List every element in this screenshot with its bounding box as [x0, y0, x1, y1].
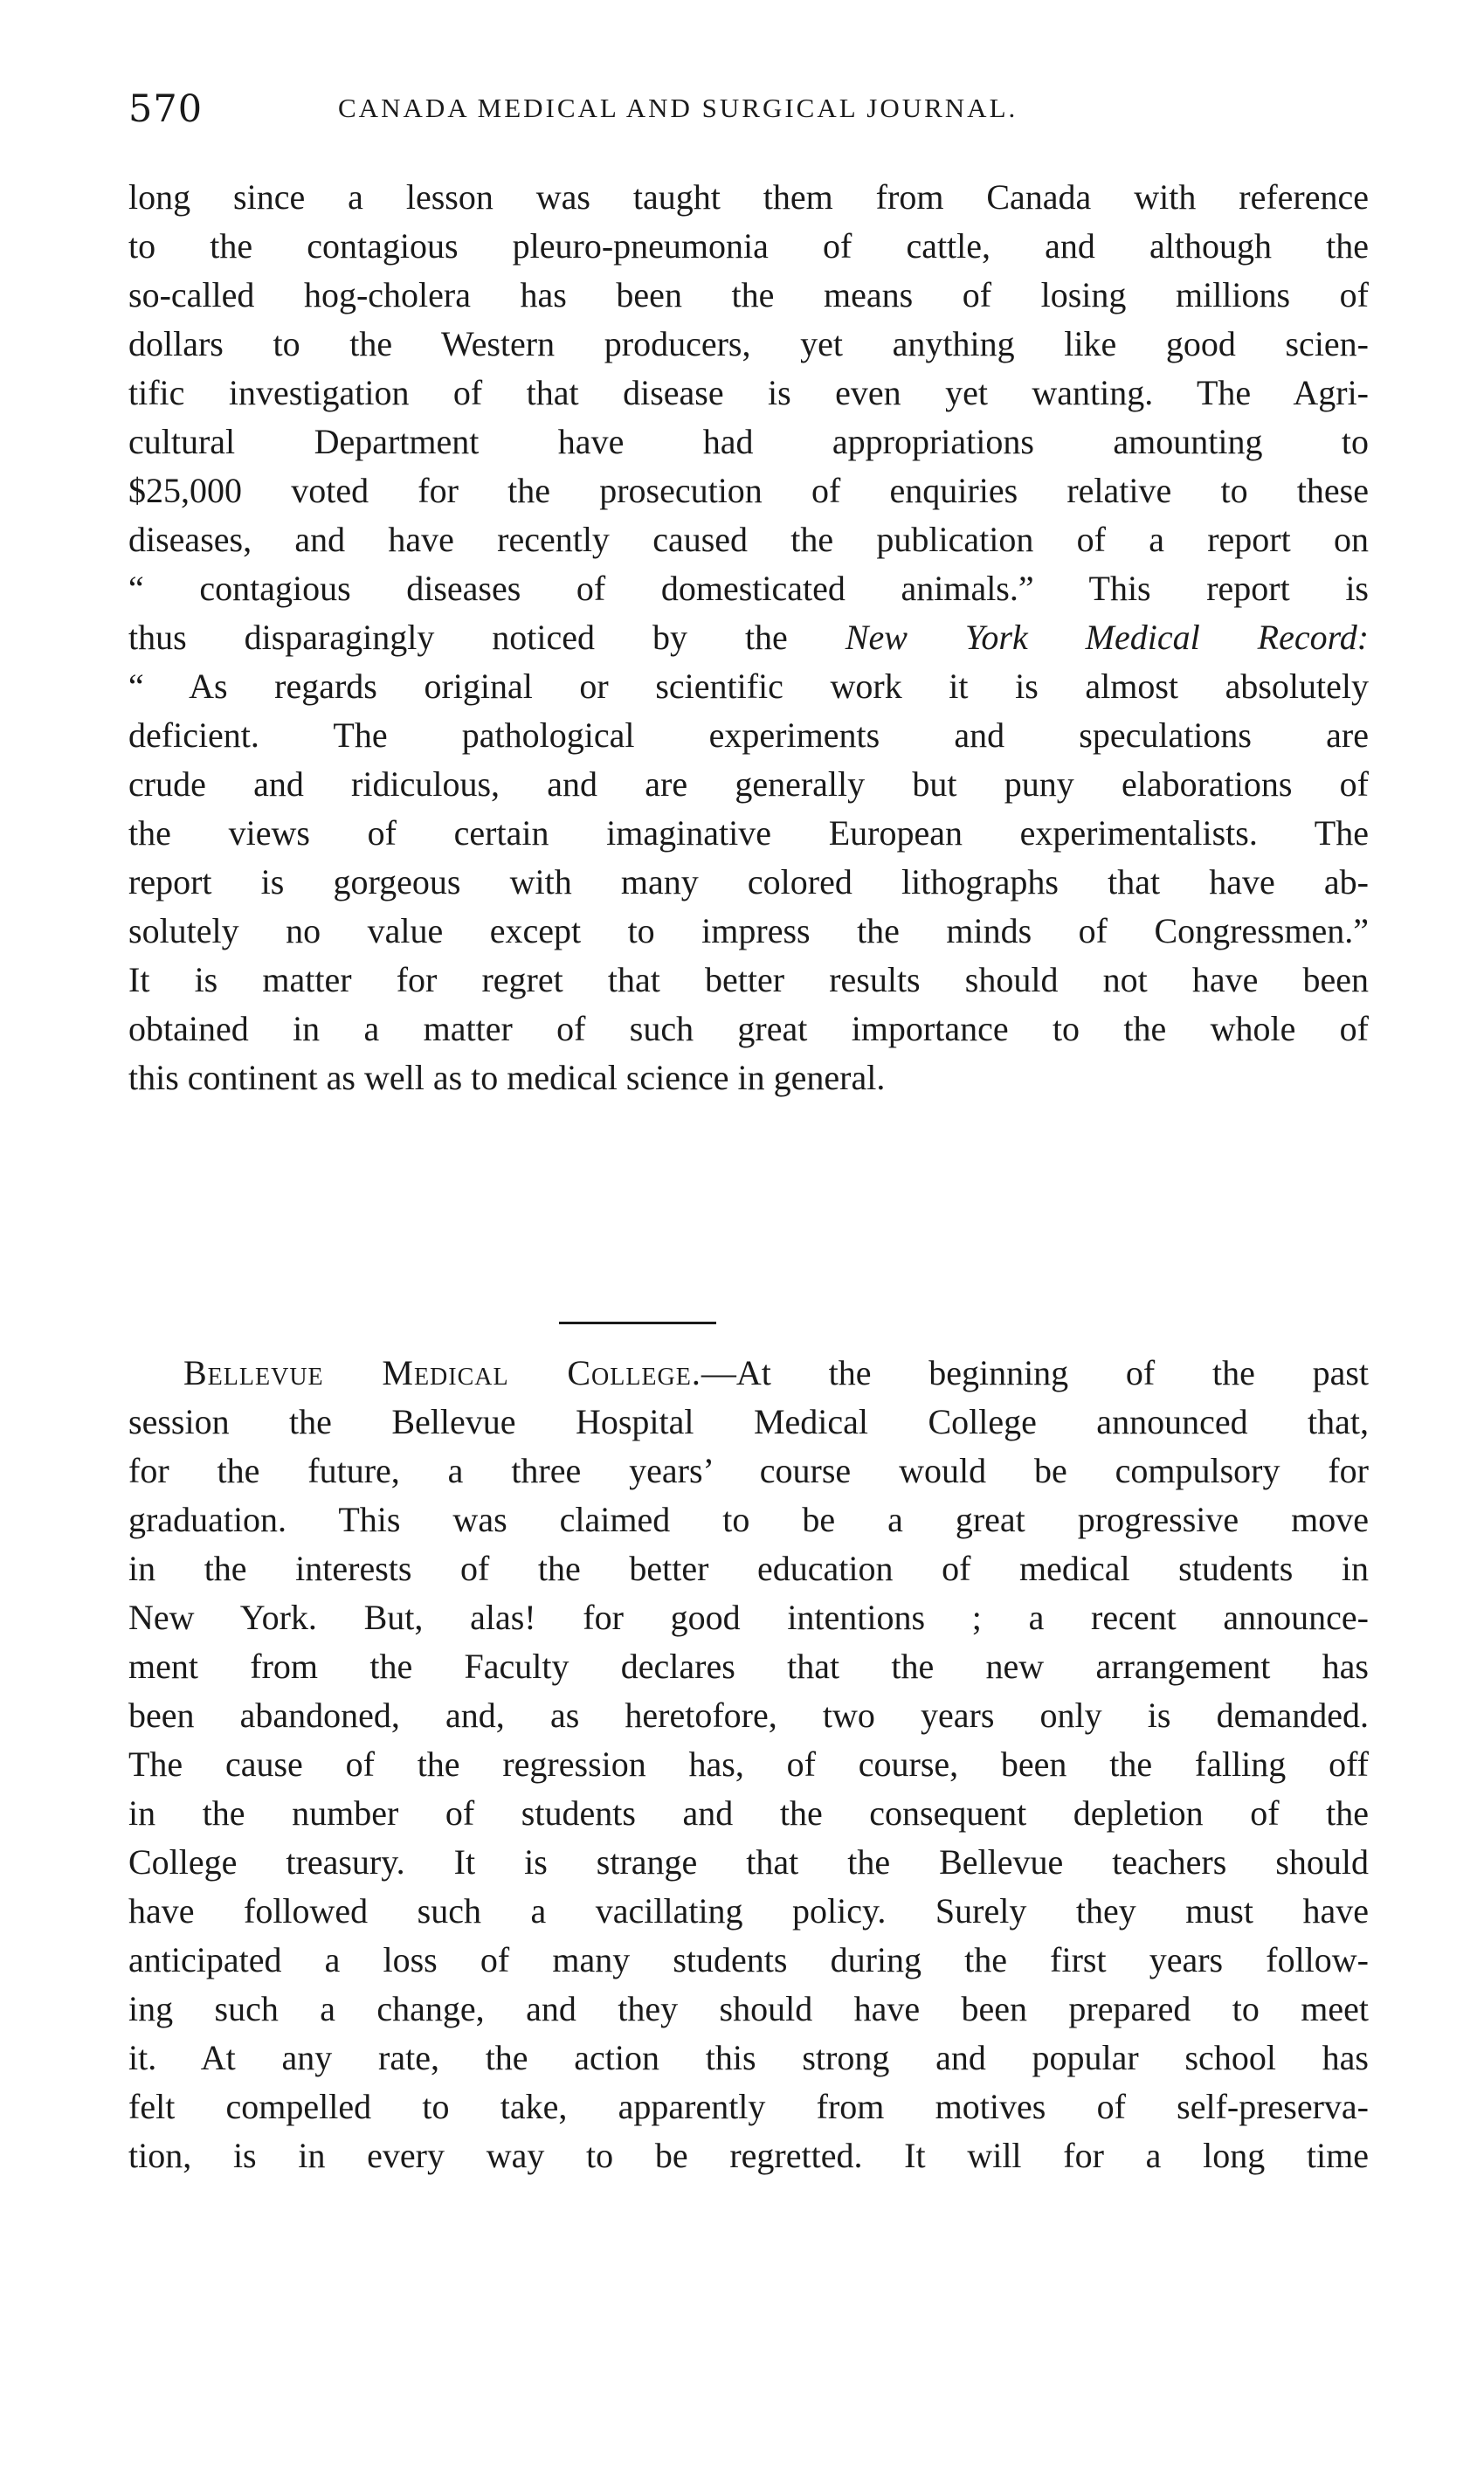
text-line: $25,000 voted for the prosecution of enquiries relative to these [128, 471, 1369, 510]
text-line: It is matter for regret that better results should not have been [128, 960, 1369, 999]
text-line: obtained in a matter of such great importance to the whole of [128, 1009, 1369, 1048]
line-text: —At the beginning of the past [701, 1353, 1369, 1392]
text-line: session the Bellevue Hospital Medical College announced that, [128, 1402, 1369, 1441]
journal-title-italic: New York Medical Record: [845, 618, 1370, 657]
running-head: CANADA MEDICAL AND SURGICAL JOURNAL. [338, 93, 1018, 123]
section-divider [559, 1322, 716, 1324]
text-line: solutely no value except to impress the minds of Congressmen.” [128, 911, 1369, 950]
text-line: College treasury. It is strange that the Bellevue teachers should [128, 1842, 1369, 1882]
text-line: long since a lesson was taught them from Canada with reference [128, 177, 1369, 217]
page-header [128, 87, 1369, 140]
text-line: for the future, a three years’ course would be compulsory for [128, 1451, 1369, 1490]
text-line: to the contagious pleuro-pneumonia of cattle, and although the [128, 226, 1369, 266]
page-number: 570 [128, 87, 204, 131]
text-line: tific investigation of that disease is even yet wanting. The Agri- [128, 373, 1369, 412]
line-text: thus disparagingly noticed by the [128, 618, 846, 657]
text-line: ing such a change, and they should have been prepared to meet [128, 1989, 1369, 2028]
text-line: it. At any rate, the action this strong and popular school has [128, 2038, 1369, 2077]
text-line: this continent as well as to medical science in general. [128, 1058, 886, 1097]
text-line: have followed such a vacillating policy. Surely they must have [128, 1891, 1369, 1931]
text-line: so-called hog-cholera has been the means of losing millions of [128, 275, 1369, 314]
text-line: been abandoned, and, as heretofore, two years only is demanded. [128, 1696, 1369, 1735]
text-line-heading [128, 1349, 1369, 1398]
paragraph-hog-cholera [128, 173, 1369, 1102]
text-line: in the number of students and the consequent depletion of the [128, 1793, 1369, 1833]
section-heading: Bellevue Medical College. [183, 1353, 701, 1392]
text-line: the views of certain imaginative European experimentalists. The [128, 813, 1369, 853]
text-line: cultural Department have had appropriations amounting to [128, 422, 1369, 461]
paragraph-bellevue [128, 1349, 1369, 2180]
text-line: dollars to the Western producers, yet anything like good scien- [128, 324, 1369, 363]
text-line: crude and ridiculous, and are generally but puny elaborations of [128, 764, 1369, 804]
text-line: in the interests of the better education of medical students in [128, 1549, 1369, 1588]
text-line: deficient. The pathological experiments and speculations are [128, 715, 1369, 755]
text-line: The cause of the regression has, of course, been the falling off [128, 1744, 1369, 1784]
text-line: anticipated a loss of many students during the first years follow- [128, 1940, 1369, 1979]
text-line: “ contagious diseases of domesticated animals.” This report is [128, 569, 1369, 608]
text-line: “ As regards original or scientific work it is almost absolutely [128, 667, 1369, 706]
text-line: ment from the Faculty declares that the new arrangement has [128, 1647, 1369, 1686]
text-line: graduation. This was claimed to be a great progressive move [128, 1500, 1369, 1539]
text-line: New York. But, alas! for good intentions ; a recent announce- [128, 1598, 1369, 1637]
text-line: felt compelled to take, apparently from motives of self-preserva- [128, 2087, 1369, 2126]
text-line: diseases, and have recently caused the publication of a report on [128, 520, 1369, 559]
text-line: report is gorgeous with many colored lithographs that have ab- [128, 862, 1369, 901]
text-line: tion, is in every way to be regretted. It will for a long time [128, 2136, 1369, 2175]
text-line-citation [128, 613, 1369, 662]
